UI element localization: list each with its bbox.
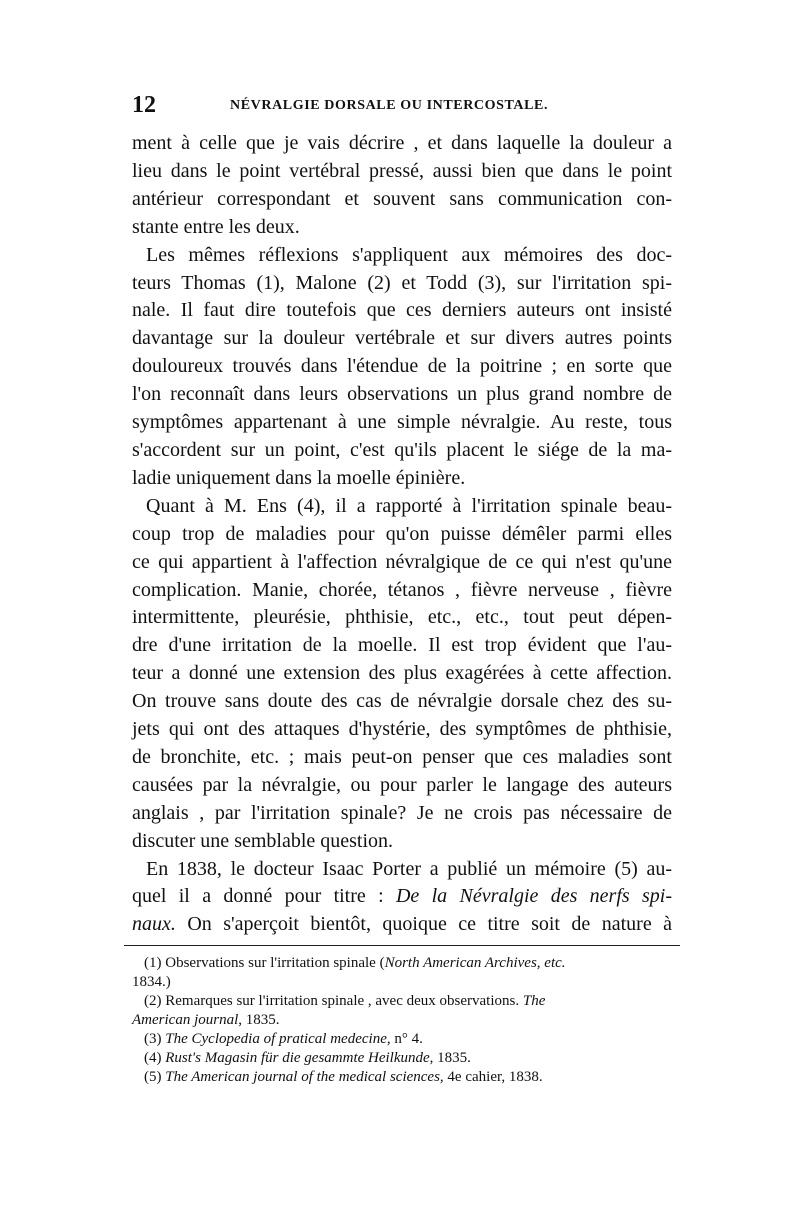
footnote-text: (5) [144, 1069, 166, 1086]
footnote-line [132, 1049, 672, 1068]
footnote-line [132, 1011, 672, 1030]
text-line: jets qui ont des attaques d'hystérie, des symptômes de phthisie, [132, 718, 672, 741]
text-line: dre d'une irritation de la moelle. Il est trop évident que l'au- [132, 634, 672, 657]
book-page [132, 90, 672, 1087]
text-line: teurs Thomas (1), Malone (2) et Todd (3), sur l'irritation spi- [132, 271, 672, 294]
running-head: NÉVRALGIE DORSALE OU INTERCOSTALE. [230, 98, 549, 113]
footnote-italic: Rust's Magasin für die gesammte Heilkunde [165, 1050, 430, 1067]
footnote-text: , 1835. [238, 1012, 280, 1029]
footnote-italic: American journal [132, 1012, 239, 1029]
footnote-text: (3) [144, 1031, 166, 1048]
text-line: intermittente, pleurésie, phthisie, etc., etc., tout peut dépen- [132, 606, 672, 629]
text-line: ment à celle que je vais décrire , et dans laquelle la douleur a [132, 132, 672, 154]
footnote-text: , 4e cahier, 1838. [439, 1069, 543, 1086]
footnote-line [132, 992, 672, 1011]
text-line: ce qui appartient à l'affection névralgique de ce qui n'est qu'une [132, 550, 672, 573]
text-line [132, 911, 672, 939]
text-line: coup trop de maladies pour qu'on puisse démêler parmi elles [132, 522, 672, 545]
text-line: anglais , par l'irritation spinale? Je ne crois pas nécessaire de [132, 801, 672, 824]
footnote-line [132, 1068, 672, 1087]
text-roman: On s'aperçoit bientôt, quoique ce titre soit de nature à [175, 913, 672, 936]
text-italic-title: De la Névralgie des nerfs spi- [395, 885, 672, 908]
text-line: On trouve sans doute des cas de névralgie dorsale chez des su- [132, 690, 672, 713]
footnote-text: (1) Observations sur l'irritation spinale ( [144, 955, 385, 972]
text-line: ladie uniquement dans la moelle épinière. [132, 466, 466, 489]
text-line: lieu dans le point vertébral pressé, aussi bien que dans le point [132, 159, 672, 182]
text-line: teur a donné une extension des plus exagérées à cette affection. [132, 662, 672, 685]
text-line: de bronchite, etc. ; mais peut-on penser que ces maladies sont [132, 745, 672, 768]
footnote-text: , 1835. [429, 1050, 471, 1067]
footnotes [132, 954, 672, 1087]
text-line: Les mêmes réflexions s'appliquent aux mémoires des doc- [146, 243, 672, 266]
text-line: discuter une semblable question. [132, 829, 394, 852]
page-header [132, 90, 672, 124]
page-number: 12 [132, 92, 156, 118]
footnote-text: (2) Remarques sur l'irritation spinale , avec deux observations. [144, 993, 523, 1010]
footnote-italic: North American Archives, etc. [384, 955, 566, 972]
text-line: En 1838, le docteur Isaac Porter a publié un mémoire (5) au- [146, 857, 672, 880]
text-line: Quant à M. Ens (4), il a rapporté à l'irritation spinale beau- [146, 494, 672, 517]
footnote-text: (4) [144, 1050, 166, 1067]
footnote-italic: The Cyclopedia of pratical medecine [165, 1031, 387, 1048]
text-line: davantage sur la douleur vertébrale et sur divers autres points [132, 327, 672, 350]
footnote-rule [124, 945, 680, 946]
text-line: douloureux trouvés dans l'étendue de la poitrine ; en sorte que [132, 355, 672, 378]
text-line: causées par la névralgie, ou pour parler le langage des auteurs [132, 773, 672, 796]
text-italic-title: naux. [132, 913, 176, 936]
text-line: stante entre les deux. [132, 215, 300, 238]
text-line: antérieur correspondant et souvent sans communication con- [132, 187, 672, 210]
footnote-italic: The American journal of the medical sciences [165, 1069, 440, 1086]
text-line [132, 883, 672, 911]
footnote-line [132, 973, 672, 992]
body-text [132, 130, 672, 939]
text-line: complication. Manie, chorée, tétanos , fièvre nerveuse , fièvre [132, 578, 672, 601]
text-roman: quel il a donné pour titre : [132, 885, 396, 908]
text-line: nale. Il faut dire toutefois que ces derniers auteurs ont insisté [132, 299, 672, 322]
footnote-text: 1834.) [132, 974, 171, 991]
text-line: s'accordent sur un point, c'est qu'ils placent le siége de la ma- [132, 438, 672, 461]
footnote-text: , n° 4. [386, 1031, 423, 1048]
footnote-italic: The [522, 993, 546, 1010]
text-line: l'on reconnaît dans leurs observations un plus grand nombre de [132, 383, 672, 406]
text-line: symptômes appartenant à une simple névralgie. Au reste, tous [132, 411, 672, 434]
footnote-line [132, 1030, 672, 1049]
footnote-line [132, 954, 672, 973]
